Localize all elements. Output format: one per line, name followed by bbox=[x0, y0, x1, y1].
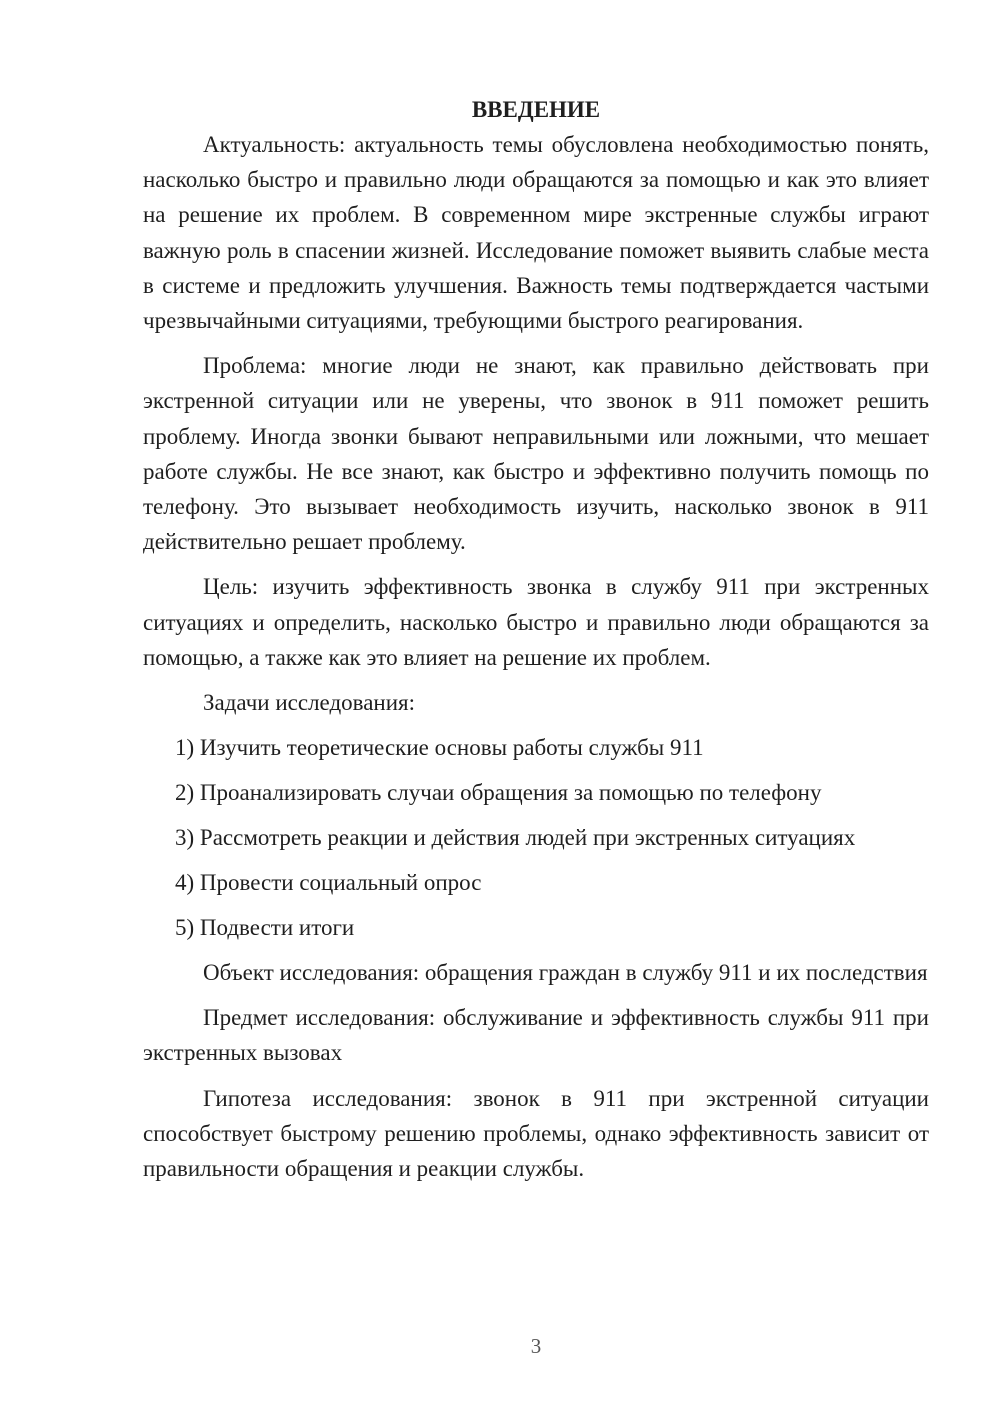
paragraph-relevance: Актуальность: актуальность темы обусловлена необходимостью понять, насколько быстро и правильно люди обращаются за помощью и как это влияет на решение их проблем. В современном мире экстренные службы играют важную роль в спасении жизней. Исследование поможет выявить слабые места в системе и предложить улучшения. Важность темы подтверждается частыми чрезвычайными ситуациями, требующими быстрого реагирования. bbox=[143, 132, 929, 334]
task-item: 5) Подвести итоги bbox=[175, 915, 355, 941]
paragraph-subject: Предмет исследования: обслуживание и эффективность службы 911 при экстренных вызовах bbox=[143, 1005, 929, 1066]
tasks-heading: Задачи исследования: bbox=[203, 690, 416, 716]
tasks-list bbox=[143, 730, 929, 945]
paragraph-goal: Цель: изучить эффективность звонка в службу 911 при экстренных ситуациях и определить, насколько быстро и правильно люди обращаются за помощью, а также как это влияет на решение их проблем. bbox=[143, 574, 929, 670]
paragraph-problem: Проблема: многие люди не знают, как правильно действовать при экстренной ситуации или не уверены, что звонок в 911 поможет решить проблему. Иногда звонки бывают неправильными или ложными, что мешает работе службы. Не все знают, как быстро и эффективно получить помощь по телефону. Это вызывает необходимость изучить, насколько звонок в 911 действительно решает проблему. bbox=[143, 353, 929, 555]
paragraph-hypothesis: Гипотеза исследования: звонок в 911 при экстренной ситуации способствует быстрому решению проблемы, однако эффективность зависит от правильности обращения и реакции службы. bbox=[143, 1085, 929, 1182]
task-item: 1) Изучить теоретические основы работы службы 911 bbox=[175, 735, 704, 761]
page-content bbox=[143, 92, 929, 1196]
task-item: 3) Рассмотреть реакции и действия людей при экстренных ситуациях bbox=[175, 825, 856, 851]
page-title: ВВЕДЕНИЕ bbox=[471, 97, 601, 122]
task-item: 2) Проанализировать случаи обращения за помощью по телефону bbox=[175, 780, 822, 806]
task-item: 4) Провести социальный опрос bbox=[175, 870, 482, 896]
paragraph-object: Объект исследования: обращения граждан в службу 911 и их последствия bbox=[203, 960, 928, 986]
page-number: 3 bbox=[530, 1334, 542, 1358]
